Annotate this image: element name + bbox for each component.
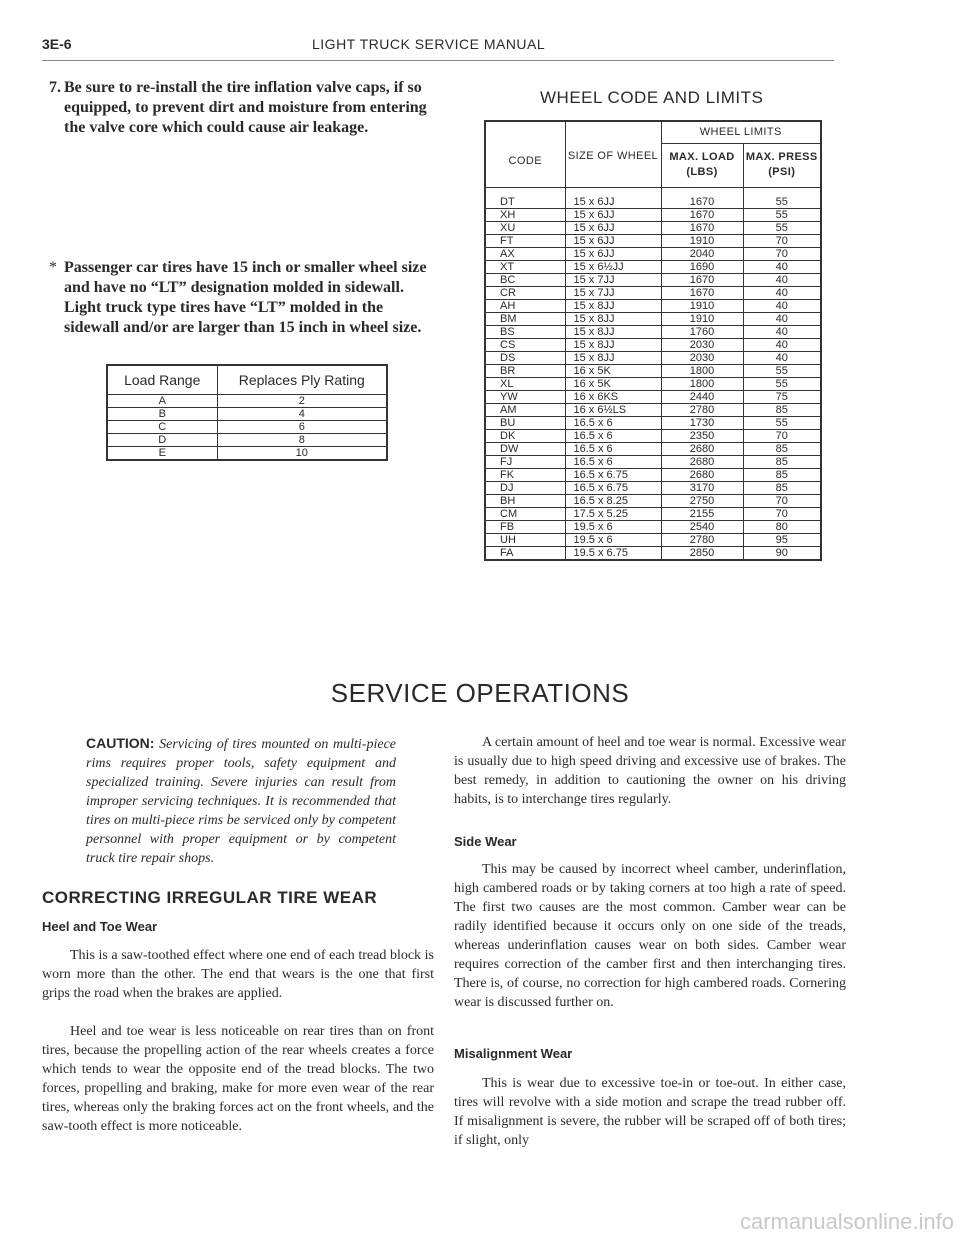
subheading-misalignment: Misalignment Wear [454, 1046, 573, 1061]
max-load-cell: 2030 [661, 351, 743, 364]
wheel-size-cell: 16.5 x 6 [565, 416, 661, 429]
max-press-cell: 40 [743, 325, 821, 338]
wheel-size-cell: 16 x 5K [565, 377, 661, 390]
wheel-code-table [484, 120, 822, 561]
max-press-cell: 55 [743, 416, 821, 429]
table-row [485, 325, 821, 338]
max-press-cell: 40 [743, 338, 821, 351]
code-cell: BR [485, 364, 565, 377]
table-row [485, 377, 821, 390]
max-press-cell: 75 [743, 390, 821, 403]
max-press-cell: 40 [743, 299, 821, 312]
load-range-cell: A [107, 395, 217, 408]
max-press-cell: 55 [743, 377, 821, 390]
code-cell: CM [485, 507, 565, 520]
max-press-cell: 55 [743, 364, 821, 377]
table-row [107, 434, 387, 447]
service-operations-title: SERVICE OPERATIONS [330, 678, 630, 708]
max-press-cell: 55 [743, 187, 821, 208]
paragraph-heel-toe-2: Heel and toe wear is less noticeable on rear tires than on front tires, because the propelling action of the rear wheels creates a force which tends to wear the opposite end of the tread blocks. The two forces, propelling and braking, make for more even wear of the rear tires, whereas only the braking forces act on the front wheels, and the saw-tooth effect is more noticeable. [42, 1024, 434, 1134]
code-cell: DW [485, 442, 565, 455]
wheel-size-cell: 15 x 6½JJ [565, 260, 661, 273]
max-load-cell: 2440 [661, 390, 743, 403]
code-cell: XU [485, 221, 565, 234]
code-cell: BS [485, 325, 565, 338]
table-row [107, 447, 387, 461]
max-press-cell: 40 [743, 273, 821, 286]
header-code: CODE [485, 121, 565, 187]
max-load-cell: 1670 [661, 221, 743, 234]
wheel-size-cell: 15 x 8JJ [565, 338, 661, 351]
max-load-cell: 2850 [661, 546, 743, 560]
table-row [485, 442, 821, 455]
wheel-size-cell: 16 x 5K [565, 364, 661, 377]
max-load-cell: 1910 [661, 299, 743, 312]
table-row [485, 286, 821, 299]
table-row [485, 520, 821, 533]
section-heading-correcting: CORRECTING IRREGULAR TIRE WEAR [42, 888, 378, 907]
code-cell: BC [485, 273, 565, 286]
paragraph-heel-toe-normal: A certain amount of heel and toe wear is normal. Excessive wear is usually due to high speed driving and excessive use of brakes. The best remedy, in addition to cautioning the owner on his driving habits, is to interchange tires regularly. [454, 735, 846, 807]
page-number: 3E-6 [42, 36, 72, 52]
max-load-cell: 1800 [661, 377, 743, 390]
paragraph-heel-toe-1: This is a saw-toothed effect where one end of each tread block is worn more than the other. The end that wears is the one that first grips the road when the brakes are applied. [42, 948, 434, 1001]
caution-label: CAUTION: [86, 735, 155, 751]
wheel-size-cell: 15 x 8JJ [565, 299, 661, 312]
code-cell: AH [485, 299, 565, 312]
wheel-table-title: WHEEL CODE AND LIMITS [540, 88, 764, 107]
header-size: SIZE OF WHEEL [565, 121, 661, 187]
max-load-cell: 2030 [661, 338, 743, 351]
max-load-cell: 2540 [661, 520, 743, 533]
table-row [485, 234, 821, 247]
wheel-size-cell: 15 x 6JJ [565, 247, 661, 260]
table-row [485, 364, 821, 377]
code-cell: FT [485, 234, 565, 247]
caution-text: Servicing of tires mounted on multi-piece rims requires proper tools, safety equipment and specialized training. Severe injuries can result from improper servicing techniques. It is recommended that tires on multi-piece rims be serviced only by competent personnel with proper equipment or by competent truck tire repair shops. [86, 737, 397, 866]
code-cell: FB [485, 520, 565, 533]
wheel-size-cell: 16.5 x 6.75 [565, 468, 661, 481]
wheel-size-cell: 16.5 x 6 [565, 455, 661, 468]
table-row [107, 421, 387, 434]
table-row [107, 395, 387, 408]
wheel-size-cell: 19.5 x 6.75 [565, 546, 661, 560]
max-press-cell: 70 [743, 507, 821, 520]
wheel-size-cell: 17.5 x 5.25 [565, 507, 661, 520]
max-load-cell: 2680 [661, 468, 743, 481]
table-row [485, 273, 821, 286]
max-load-cell: 2750 [661, 494, 743, 507]
table-row [485, 390, 821, 403]
max-press-cell: 70 [743, 494, 821, 507]
max-load-cell: 2780 [661, 533, 743, 546]
code-cell: XH [485, 208, 565, 221]
table-row [485, 187, 821, 208]
paragraph-side-wear: This may be caused by incorrect wheel camber, underinflation, high cambered roads or by taking corners at too high a rate of speed. The first two causes are the most common. Camber wear can be radily identified because it occurs only on one side of the treads, whereas underinflation causes wear on both sides. Camber wear requires correction of the camber first and then interchanging tires. There is, of course, no correction for high cambered roads. Cornering wear is discussed further on. [454, 862, 846, 1010]
code-cell: BH [485, 494, 565, 507]
wheel-size-cell: 15 x 6JJ [565, 187, 661, 208]
table-row [485, 507, 821, 520]
ply-rating-cell: 8 [217, 434, 387, 447]
max-press-cell: 55 [743, 221, 821, 234]
table-row [485, 247, 821, 260]
code-cell: BM [485, 312, 565, 325]
wheel-size-cell: 16.5 x 6 [565, 442, 661, 455]
wheel-size-cell: 15 x 6JJ [565, 234, 661, 247]
max-press-cell: 85 [743, 455, 821, 468]
code-cell: XT [485, 260, 565, 273]
max-press-cell: 40 [743, 351, 821, 364]
wheel-size-cell: 16.5 x 8.25 [565, 494, 661, 507]
load-range-cell: C [107, 421, 217, 434]
max-load-cell: 1760 [661, 325, 743, 338]
table-row [485, 403, 821, 416]
header-divider [42, 60, 834, 61]
max-load-cell: 2040 [661, 247, 743, 260]
wheel-size-cell: 16 x 6½LS [565, 403, 661, 416]
caution-notice [86, 734, 396, 868]
max-load-cell: 1910 [661, 312, 743, 325]
max-load-cell: 1670 [661, 208, 743, 221]
max-load-cell: 2350 [661, 429, 743, 442]
max-load-cell: 2780 [661, 403, 743, 416]
max-load-cell: 3170 [661, 481, 743, 494]
max-press-cell: 40 [743, 312, 821, 325]
code-cell: BU [485, 416, 565, 429]
code-cell: XL [485, 377, 565, 390]
max-press-cell: 90 [743, 546, 821, 560]
watermark: carmanualsonline.info [739, 1209, 954, 1234]
max-press-cell: 85 [743, 468, 821, 481]
max-press-cell: 70 [743, 234, 821, 247]
max-load-cell: 2680 [661, 442, 743, 455]
max-load-cell: 1690 [661, 260, 743, 273]
passenger-tire-note [49, 258, 436, 338]
code-cell: DK [485, 429, 565, 442]
max-load-cell: 1670 [661, 187, 743, 208]
wheel-size-cell: 19.5 x 6 [565, 520, 661, 533]
code-cell: FA [485, 546, 565, 560]
table-row [485, 455, 821, 468]
max-press-cell: 40 [743, 286, 821, 299]
manual-title: LIGHT TRUCK SERVICE MANUAL [312, 36, 546, 52]
table-row [485, 533, 821, 546]
load-range-cell: E [107, 447, 217, 461]
item-number: 7. [49, 79, 61, 96]
table-row [485, 468, 821, 481]
subheading-heel-toe: Heel and Toe Wear [42, 919, 158, 934]
ply-rating-cell: 4 [217, 408, 387, 421]
wheel-size-cell: 16 x 6KS [565, 390, 661, 403]
header-max-load: MAX. LOAD (LBS) [661, 143, 743, 187]
code-cell: DJ [485, 481, 565, 494]
code-cell: AX [485, 247, 565, 260]
wheel-size-cell: 15 x 8JJ [565, 312, 661, 325]
code-cell: FK [485, 468, 565, 481]
code-cell: DS [485, 351, 565, 364]
max-load-cell: 1910 [661, 234, 743, 247]
table-row [485, 481, 821, 494]
item-text: Be sure to re-install the tire inflation valve caps, if so equipped, to prevent dirt and moisture from entering the valve core which could cause air leakage. [64, 79, 427, 136]
table-row [485, 299, 821, 312]
header-load-range: Load Range [107, 365, 217, 395]
wheel-size-cell: 16.5 x 6.75 [565, 481, 661, 494]
note-text: Passenger car tires have 15 inch or smaller wheel size and have no “LT” designation molded in sidewall. Light truck type tires have “LT” molded in the sidewall and/or are larger than 15 inch in wheel size. [64, 259, 427, 336]
table-row [485, 221, 821, 234]
header-ply-rating: Replaces Ply Rating [217, 365, 387, 395]
wheel-size-cell: 15 x 8JJ [565, 351, 661, 364]
paragraph-misalignment: This is wear due to excessive toe-in or toe-out. In either case, tires will revolve with a side motion and scrape the tread rubber off. If misalignment is severe, the rubber will be scraped off of both tires; if slight, only [454, 1076, 846, 1148]
max-press-cell: 80 [743, 520, 821, 533]
max-load-cell: 1730 [661, 416, 743, 429]
max-press-cell: 85 [743, 481, 821, 494]
wheel-size-cell: 19.5 x 6 [565, 533, 661, 546]
table-row [485, 546, 821, 560]
load-range-cell: D [107, 434, 217, 447]
ply-rating-cell: 6 [217, 421, 387, 434]
load-range-cell: B [107, 408, 217, 421]
table-row [485, 312, 821, 325]
max-press-cell: 95 [743, 533, 821, 546]
header-wheel-limits: WHEEL LIMITS [661, 121, 821, 143]
code-cell: CS [485, 338, 565, 351]
max-press-cell: 85 [743, 442, 821, 455]
max-load-cell: 1670 [661, 286, 743, 299]
max-load-cell: 2680 [661, 455, 743, 468]
wheel-size-cell: 15 x 6JJ [565, 208, 661, 221]
table-row [485, 260, 821, 273]
ply-rating-cell: 10 [217, 447, 387, 461]
table-row [485, 494, 821, 507]
header-max-press: MAX. PRESS (PSI) [743, 143, 821, 187]
max-load-cell: 1670 [661, 273, 743, 286]
code-cell: UH [485, 533, 565, 546]
wheel-size-cell: 15 x 7JJ [565, 273, 661, 286]
code-cell: AM [485, 403, 565, 416]
load-range-table [106, 364, 388, 461]
code-cell: YW [485, 390, 565, 403]
table-row [485, 351, 821, 364]
asterisk: * [49, 259, 57, 276]
ply-rating-cell: 2 [217, 395, 387, 408]
table-row [485, 416, 821, 429]
table-row [485, 429, 821, 442]
code-cell: CR [485, 286, 565, 299]
max-press-cell: 70 [743, 247, 821, 260]
max-load-cell: 1800 [661, 364, 743, 377]
wheel-size-cell: 15 x 8JJ [565, 325, 661, 338]
max-press-cell: 55 [743, 208, 821, 221]
table-row [485, 338, 821, 351]
code-cell: FJ [485, 455, 565, 468]
max-press-cell: 70 [743, 429, 821, 442]
max-load-cell: 2155 [661, 507, 743, 520]
wheel-size-cell: 16.5 x 6 [565, 429, 661, 442]
instruction-item-7 [49, 78, 434, 138]
table-row [485, 208, 821, 221]
max-press-cell: 85 [743, 403, 821, 416]
wheel-size-cell: 15 x 7JJ [565, 286, 661, 299]
table-row [107, 408, 387, 421]
code-cell: DT [485, 187, 565, 208]
max-press-cell: 40 [743, 260, 821, 273]
wheel-size-cell: 15 x 6JJ [565, 221, 661, 234]
subheading-side-wear: Side Wear [454, 834, 517, 849]
